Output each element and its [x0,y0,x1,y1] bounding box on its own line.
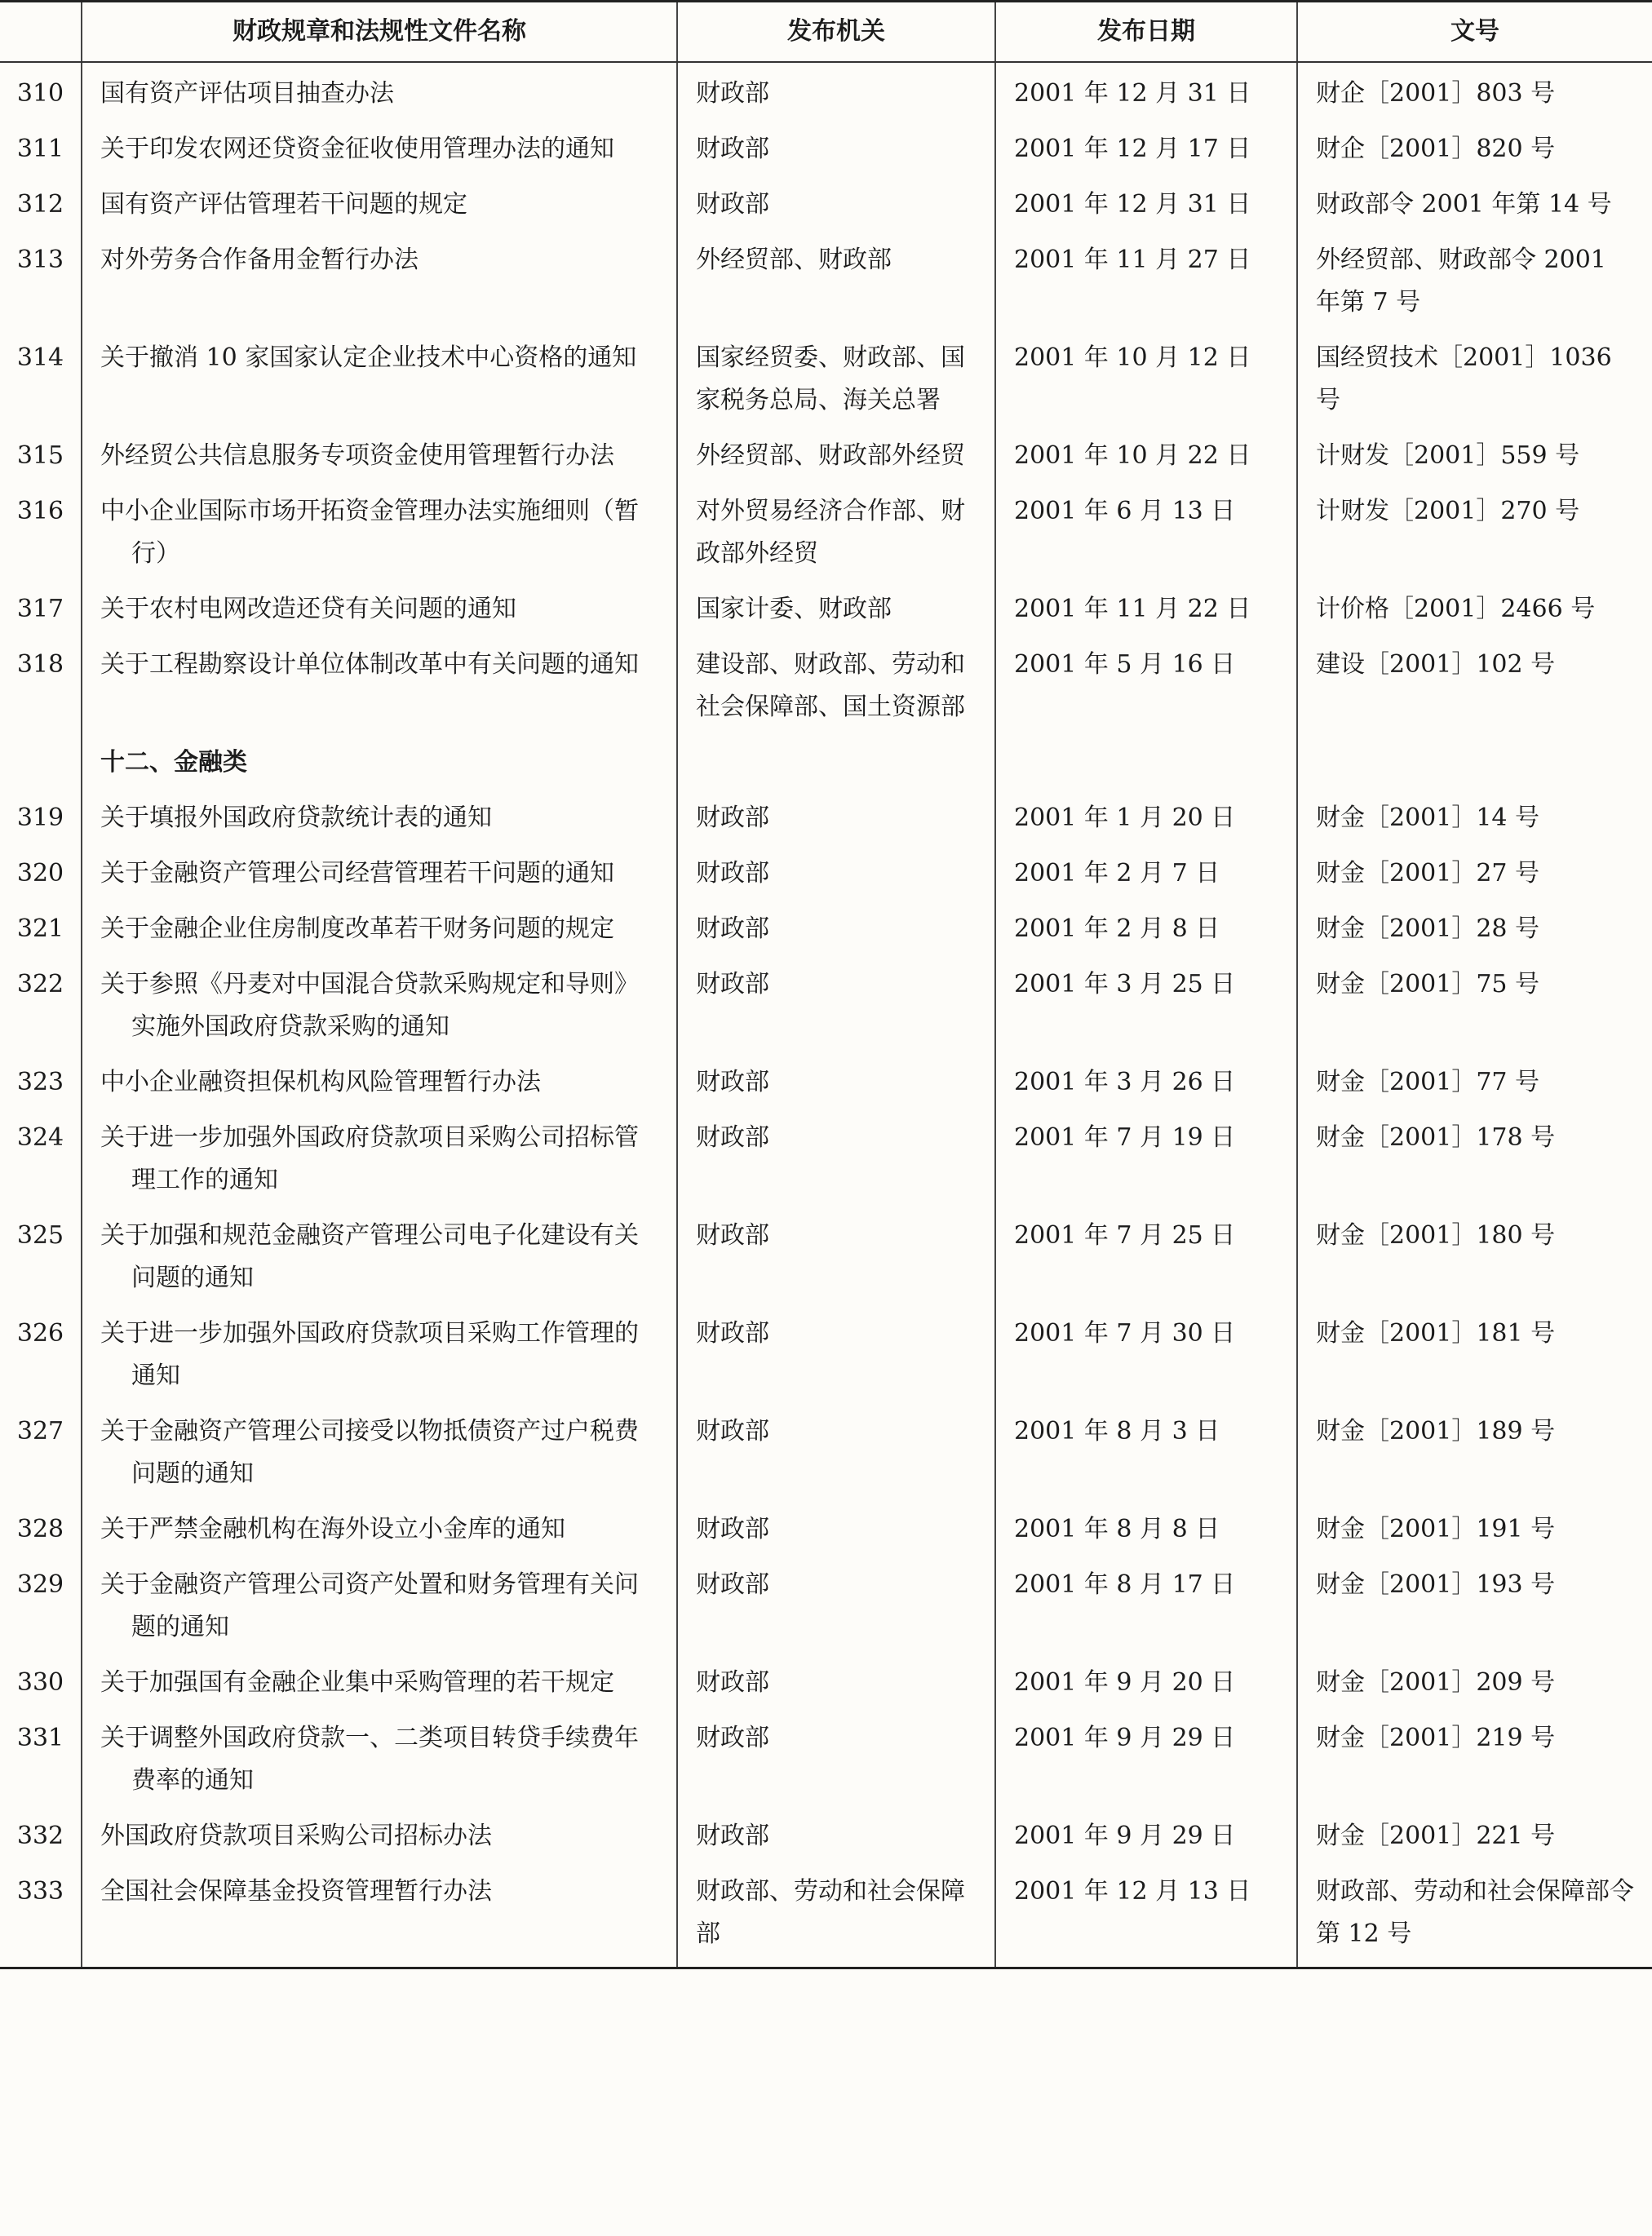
row-date: 2001 年 9 月 29 日 [995,1711,1297,1809]
row-number: 319 [16,804,64,832]
row-date: 2001 年 10 月 12 日 [995,330,1297,428]
row-doc-number: 建设［2001］102 号 [1297,637,1652,735]
row-issuer: 对外贸易经济合作部、财政部外经贸 [677,484,995,582]
row-date: 2001 年 8 月 17 日 [995,1557,1297,1655]
row-doc-number: 财金［2001］209 号 [1297,1655,1652,1711]
row-name [82,1655,677,1711]
header-issuer: 发布机关 [677,2,995,63]
table-row [0,1864,1652,1968]
row-date: 2001 年 5 月 16 日 [995,637,1297,735]
row-number: 312 [16,190,64,219]
row-number: 314 [16,343,64,372]
row-issuer: 国家经贸委、财政部、国家税务总局、海关总署 [677,330,995,428]
row-issuer: 财政部 [677,1110,995,1208]
row-number: 329 [16,1570,64,1599]
table-row [0,957,1652,1055]
row-name [82,62,677,122]
section-title: 十二、金融类 [82,735,677,790]
row-name-text: 关于撤消 10 家国家认定企业技术中心资格的通知 [100,343,637,372]
header-date: 发布日期 [995,2,1297,63]
row-issuer: 财政部 [677,790,995,846]
table-row [0,428,1652,484]
row-name-text: 关于进一步加强外国政府贷款项目采购工作管理的通知 [100,1319,639,1390]
row-number: 316 [16,497,64,525]
row-date: 2001 年 12 月 13 日 [995,1864,1297,1968]
row-name-text: 国有资产评估项目抽查办法 [100,79,394,108]
row-name-text: 关于进一步加强外国政府贷款项目采购公司招标管理工作的通知 [100,1123,639,1194]
row-date: 2001 年 8 月 3 日 [995,1404,1297,1502]
row-name-text: 关于农村电网改造还贷有关问题的通知 [100,595,516,623]
row-doc-number: 财金［2001］14 号 [1297,790,1652,846]
row-doc-number: 财金［2001］193 号 [1297,1557,1652,1655]
row-doc-number: 财企［2001］803 号 [1297,62,1652,122]
section-empty-cell [0,735,82,790]
row-issuer: 财政部、劳动和社会保障部 [677,1864,995,1968]
row-doc-number: 财金［2001］28 号 [1297,901,1652,957]
header-no [0,2,82,63]
row-number: 310 [16,79,64,108]
row-number: 331 [16,1724,64,1752]
row-issuer: 财政部 [677,1711,995,1809]
row-name [82,1864,677,1968]
table-row [0,62,1652,122]
row-name-text: 关于加强和规范金融资产管理公司电子化建设有关问题的通知 [100,1221,639,1292]
row-issuer: 财政部 [677,1557,995,1655]
table-row [0,484,1652,582]
row-issuer: 财政部 [677,62,995,122]
row-date: 2001 年 8 月 8 日 [995,1502,1297,1557]
row-name [82,1809,677,1864]
row-issuer: 财政部 [677,177,995,232]
table-row [0,1502,1652,1557]
row-name-text: 关于参照《丹麦对中国混合贷款采购规定和导则》实施外国政府贷款采购的通知 [100,970,639,1041]
table-row [0,1557,1652,1655]
row-issuer: 财政部 [677,1306,995,1404]
row-doc-number: 财金［2001］178 号 [1297,1110,1652,1208]
row-number: 324 [16,1123,64,1152]
row-date: 2001 年 12 月 31 日 [995,177,1297,232]
row-issuer: 财政部 [677,1404,995,1502]
row-issuer: 外经贸部、财政部 [677,232,995,330]
table-row [0,1306,1652,1404]
table-row [0,1655,1652,1711]
row-doc-number: 财政部、劳动和社会保障部令第 12 号 [1297,1864,1652,1968]
table-row [0,330,1652,428]
row-name [82,1502,677,1557]
row-doc-number: 外经贸部、财政部令 2001 年第 7 号 [1297,232,1652,330]
row-name-text: 外经贸公共信息服务专项资金使用管理暂行办法 [100,441,614,470]
row-name [82,1711,677,1809]
section-heading-row [0,735,1652,790]
row-date: 2001 年 9 月 20 日 [995,1655,1297,1711]
row-name [82,846,677,901]
row-date: 2001 年 11 月 27 日 [995,232,1297,330]
header-name: 财政规章和法规性文件名称 [82,2,677,63]
row-issuer: 财政部 [677,901,995,957]
row-doc-number: 财金［2001］189 号 [1297,1404,1652,1502]
row-date: 2001 年 12 月 17 日 [995,122,1297,177]
row-name-text: 关于调整外国政府贷款一、二类项目转贷手续费年费率的通知 [100,1724,639,1795]
table-row [0,846,1652,901]
section-empty-cell [995,735,1297,790]
row-name [82,1306,677,1404]
row-number: 323 [16,1068,64,1096]
row-number: 322 [16,970,64,998]
row-name-text: 关于金融资产管理公司接受以物抵债资产过户税费问题的通知 [100,1417,639,1488]
row-name [82,957,677,1055]
table-row [0,122,1652,177]
row-name [82,1557,677,1655]
row-number: 330 [16,1668,64,1697]
row-name [82,122,677,177]
row-number: 317 [16,595,64,623]
row-doc-number: 财金［2001］221 号 [1297,1809,1652,1864]
row-issuer: 外经贸部、财政部外经贸 [677,428,995,484]
row-number: 313 [16,246,64,274]
row-name [82,428,677,484]
row-number: 315 [16,441,64,470]
row-name-text: 关于严禁金融机构在海外设立小金库的通知 [100,1515,565,1543]
table-row [0,177,1652,232]
row-doc-number: 财政部令 2001 年第 14 号 [1297,177,1652,232]
table-row [0,582,1652,637]
header-number: 文号 [1297,2,1652,63]
row-number: 318 [16,650,64,679]
table-row [0,1404,1652,1502]
row-name [82,901,677,957]
table-header [0,2,1652,63]
row-date: 2001 年 12 月 31 日 [995,62,1297,122]
row-name [82,232,677,330]
table-row [0,1055,1652,1110]
table-row [0,637,1652,735]
row-name [82,330,677,428]
table-row [0,1809,1652,1864]
row-name [82,1208,677,1306]
row-name-text: 全国社会保障基金投资管理暂行办法 [100,1877,492,1906]
table-row [0,901,1652,957]
row-issuer: 财政部 [677,846,995,901]
row-issuer: 财政部 [677,1208,995,1306]
row-name-text: 中小企业国际市场开拓资金管理办法实施细则（暂行） [100,497,639,568]
row-issuer: 财政部 [677,1809,995,1864]
row-name-text: 国有资产评估管理若干问题的规定 [100,190,467,219]
row-name-text: 关于金融资产管理公司资产处置和财务管理有关问题的通知 [100,1570,639,1641]
row-name [82,1055,677,1110]
row-issuer: 国家计委、财政部 [677,582,995,637]
row-issuer: 财政部 [677,1655,995,1711]
row-number: 325 [16,1221,64,1250]
row-doc-number: 财企［2001］820 号 [1297,122,1652,177]
row-date: 2001 年 7 月 30 日 [995,1306,1297,1404]
table-row [0,790,1652,846]
row-doc-number: 财金［2001］75 号 [1297,957,1652,1055]
row-doc-number: 财金［2001］77 号 [1297,1055,1652,1110]
row-name-text: 关于填报外国政府贷款统计表的通知 [100,804,492,832]
row-name [82,637,677,735]
row-date: 2001 年 6 月 13 日 [995,484,1297,582]
row-number: 320 [16,859,64,888]
row-date: 2001 年 10 月 22 日 [995,428,1297,484]
row-number: 333 [0,1864,82,1968]
row-name-text: 关于工程勘察设计单位体制改革中有关问题的通知 [100,650,639,679]
row-number: 332 [16,1822,64,1850]
row-date: 2001 年 2 月 7 日 [995,846,1297,901]
row-date: 2001 年 3 月 25 日 [995,957,1297,1055]
row-date: 2001 年 7 月 19 日 [995,1110,1297,1208]
row-number: 311 [16,135,64,163]
row-number: 321 [16,914,64,943]
row-doc-number: 财金［2001］191 号 [1297,1502,1652,1557]
table-row [0,1110,1652,1208]
row-doc-number: 计财发［2001］559 号 [1297,428,1652,484]
row-issuer: 建设部、财政部、劳动和社会保障部、国土资源部 [677,637,995,735]
row-issuer: 财政部 [677,957,995,1055]
row-doc-number: 国经贸技术［2001］1036 号 [1297,330,1652,428]
row-name [82,484,677,582]
row-date: 2001 年 1 月 20 日 [995,790,1297,846]
table-row [0,1208,1652,1306]
row-doc-number: 计价格［2001］2466 号 [1297,582,1652,637]
table-body [0,62,1652,1968]
row-date: 2001 年 9 月 29 日 [995,1809,1297,1864]
row-number: 326 [16,1319,64,1348]
row-doc-number: 财金［2001］219 号 [1297,1711,1652,1809]
row-issuer: 财政部 [677,1502,995,1557]
row-name-text: 关于加强国有金融企业集中采购管理的若干规定 [100,1668,614,1697]
row-date: 2001 年 3 月 26 日 [995,1055,1297,1110]
row-name-text: 外国政府贷款项目采购公司招标办法 [100,1822,492,1850]
row-name [82,790,677,846]
row-name [82,177,677,232]
row-date: 2001 年 7 月 25 日 [995,1208,1297,1306]
row-date: 2001 年 2 月 8 日 [995,901,1297,957]
row-name-text: 关于金融企业住房制度改革若干财务问题的规定 [100,914,614,943]
row-doc-number: 财金［2001］27 号 [1297,846,1652,901]
row-name [82,1110,677,1208]
table-row [0,1711,1652,1809]
row-number: 328 [16,1515,64,1543]
row-name [82,582,677,637]
row-name-text: 关于金融资产管理公司经营管理若干问题的通知 [100,859,614,888]
row-doc-number: 计财发［2001］270 号 [1297,484,1652,582]
table-row [0,232,1652,330]
row-name-text: 中小企业融资担保机构风险管理暂行办法 [100,1068,541,1096]
section-empty-cell [1297,735,1652,790]
row-name-text: 关于印发农网还贷资金征收使用管理办法的通知 [100,135,614,163]
row-issuer: 财政部 [677,1055,995,1110]
header-row [0,2,1652,63]
row-issuer: 财政部 [677,122,995,177]
row-number: 327 [16,1417,64,1446]
row-date: 2001 年 11 月 22 日 [995,582,1297,637]
row-doc-number: 财金［2001］180 号 [1297,1208,1652,1306]
row-name [82,1404,677,1502]
row-doc-number: 财金［2001］181 号 [1297,1306,1652,1404]
section-empty-cell [677,735,995,790]
row-name-text: 对外劳务合作备用金暂行办法 [100,246,419,274]
